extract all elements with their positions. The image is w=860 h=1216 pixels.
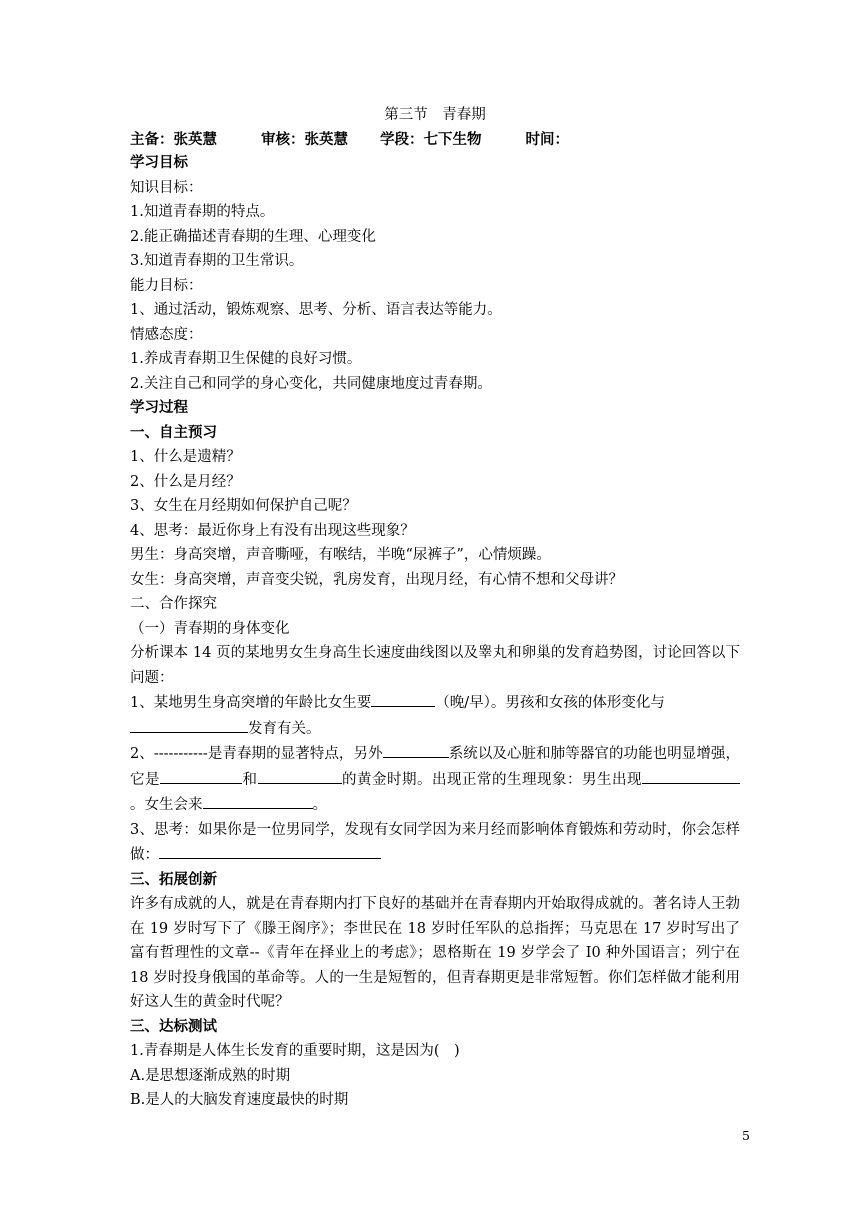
process-heading: 学习过程 xyxy=(130,399,188,416)
q1-text-c: 发育有关。 xyxy=(248,720,321,737)
author-label: 主备：张英慧 xyxy=(130,131,217,148)
knowledge-item: 1.知道青春期的特点。 xyxy=(130,204,275,220)
page-number: 5 xyxy=(742,1128,750,1143)
q1-text-a: 1、某地男生身高突增的年龄比女生要 xyxy=(130,695,372,711)
q2-text-f: 。 xyxy=(312,797,327,813)
ability-item: 1、通过活动，锻炼观察、思考、分析、语言表达等能力。 xyxy=(130,302,502,318)
q1-blank-1[interactable] xyxy=(371,690,435,707)
reviewer-label: 审核：张英慧 xyxy=(261,131,348,148)
preview-heading: 一、自主预习 xyxy=(130,423,217,441)
q2-text-b: 系统以及心脏和肺等器官的功能也明显增强，它是 xyxy=(130,746,740,788)
q2-text-a: 2、-----------是青春期的显著特点，另外 xyxy=(130,746,383,762)
q1-blank-2[interactable] xyxy=(130,716,248,733)
preview-item: 男生：身高突增，声音嘶哑，有喉结，半晚“尿裤子”，心情烦躁。 xyxy=(130,547,551,563)
meta-line xyxy=(130,129,740,151)
extend-text: 许多有成就的人，就是在青春期内打下良好的基础并在青春期内开始取得成就的。著名诗人王勃在 19 岁时写下了《滕王阁序》；李世民在 18 岁时任军队的总指挥；马克思在 17 岁时写出了富有哲理性的文章--《青年在择业上的考虑》；恩格斯在 19 岁学会了 I0 种外国语言；列宁在 18 岁时投身俄国的革命等。人的一生是短暂的，但青春期更是非常短暂。你们怎样做才能利用好这人生的黄金时代呢？ xyxy=(130,896,740,1010)
test-heading: 三、达标测试 xyxy=(130,1017,217,1035)
test-item: A.是思想逐渐成熟的时期 xyxy=(130,1067,291,1084)
q2-blank-4[interactable] xyxy=(642,767,740,784)
question-2 xyxy=(130,741,740,818)
q2-text-c: 和 xyxy=(242,771,258,788)
question-3 xyxy=(130,818,740,868)
explore-heading: 二、合作探究 xyxy=(130,596,217,612)
preview-item: 4、思考：最近你身上有没有出现这些现象？ xyxy=(130,522,415,539)
preview-item: 3、女生在月经期如何保护自己呢？ xyxy=(130,498,357,514)
page-title: 第三节 青春期 xyxy=(384,107,486,123)
emotion-item: 1.养成青春期卫生保健的良好习惯。 xyxy=(130,351,362,367)
q2-text-d: 的黄金时期。出现正常的生理现象：男生出现 xyxy=(341,771,642,788)
q3-text-a: 3、思考：如果你是一位男同学，发现有女同学因为来月经而影响体育锻炼和劳动时，你会怎样做： xyxy=(130,821,740,863)
knowledge-item: 2.能正确描述青春期的生理、心理变化 xyxy=(130,228,376,245)
preview-item: 2、什么是月经？ xyxy=(130,473,241,490)
stage-label: 学段：七下生物 xyxy=(380,131,482,148)
q1-text-b: （晚/早）。男孩和女孩的体形变化与 xyxy=(435,695,665,711)
time-label: 时间： xyxy=(525,131,569,148)
preview-item: 1、什么是遗精？ xyxy=(130,449,241,465)
test-item: 1.青春期是人体生长发育的重要时期，这是因为( ) xyxy=(130,1043,460,1059)
q2-blank-3[interactable] xyxy=(258,767,342,784)
q3-blank-1[interactable] xyxy=(159,842,381,859)
knowledge-label: 知识目标： xyxy=(130,179,203,196)
q2-blank-1[interactable] xyxy=(383,741,449,758)
emotion-item: 2.关注自己和同学的身心变化，共同健康地度过青春期。 xyxy=(130,375,492,392)
q2-blank-5[interactable] xyxy=(203,792,313,809)
explore-sub-heading: （一）青春期的身体变化 xyxy=(130,620,290,637)
extend-heading: 三、拓展创新 xyxy=(130,870,217,888)
preview-item: 女生：身高突增，声音变尖锐，乳房发育，出现月经，有心情不想和父母讲？ xyxy=(130,571,623,588)
ability-label: 能力目标： xyxy=(130,277,203,294)
test-item: B.是人的大脑发育速度最快的时期 xyxy=(130,1092,349,1108)
emotion-label: 情感态度： xyxy=(130,326,203,343)
knowledge-item: 3.知道青春期的卫生常识。 xyxy=(130,253,304,269)
q2-text-e: 。女生会来 xyxy=(130,797,203,813)
document-page xyxy=(130,104,740,1113)
q2-blank-2[interactable] xyxy=(160,767,242,784)
explore-intro: 分析课本 14 页的某地男女生身高生长速度曲线图以及睾丸和卵巢的发育趋势图，讨论回答以下问题： xyxy=(130,645,740,686)
question-1 xyxy=(130,690,740,741)
goals-heading: 学习目标 xyxy=(130,154,188,171)
